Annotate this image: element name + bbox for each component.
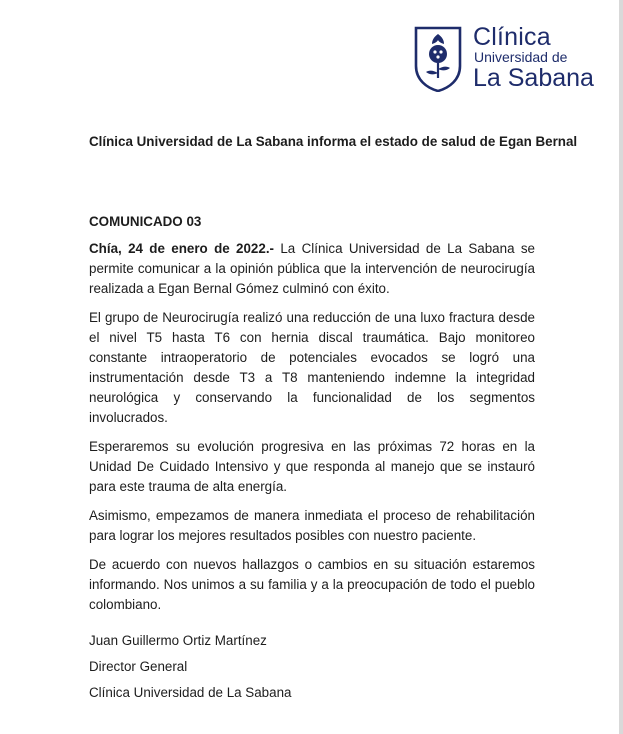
paragraph-1-text: La Clínica Universidad de La Sabana se permite comunicar a la opinión pública que la intervención de neurocirugía realizada a Egan Bernal Gómez culminó con éxito.	[89, 241, 535, 296]
logo-text-universidad: Universidad de	[474, 49, 568, 65]
paragraph-4: Asimismo, empezamos de manera inmediata el proceso de rehabilitación para lograr los mejores resultados posibles con nuestro paciente.	[89, 508, 535, 543]
communique-body	[89, 239, 535, 615]
paragraph-5: De acuerdo con nuevos hallazgos o cambios en su situación estaremos informando. Nos unimos a su familia y a la preocupación de todo el pueblo colombiano.	[89, 557, 535, 612]
signatory-name: Juan Guillermo Ortiz Martínez	[89, 633, 267, 648]
signatory-title: Director General	[89, 659, 188, 674]
logo-text-la-sabana: La Sabana	[473, 64, 594, 92]
dateline: Chía, 24 de enero de 2022.-	[89, 241, 275, 256]
paragraph-2: El grupo de Neurocirugía realizó una reducción de una luxo fractura desde el nivel T5 hasta T6 con hernia discal traumática. Bajo monitoreo constante intraoperatorio de potenciales evocados se logró una instrumentación desde T3 a T8 manteniendo indemne la integridad neurológica y conservando la funcionalidad de los segmentos involucrados.	[89, 310, 535, 425]
communique-number: COMUNICADO 03	[89, 214, 202, 229]
signatory-organization: Clínica Universidad de La Sabana	[89, 685, 292, 700]
paragraph-1	[89, 239, 535, 299]
clinic-logo	[413, 23, 599, 95]
page-edge	[619, 0, 623, 734]
headline: Clínica Universidad de La Sabana informa el estado de salud de Egan Bernal	[89, 134, 578, 149]
logo-text-clinica: Clínica	[473, 23, 551, 51]
signature-block	[89, 631, 291, 709]
paragraph-3: Esperaremos su evolución progresiva en las próximas 72 horas en la Unidad De Cuidado Intensivo y que responda al manejo que se instauró para este trauma de alta energía.	[89, 439, 535, 494]
clinic-emblem-icon	[413, 26, 463, 92]
